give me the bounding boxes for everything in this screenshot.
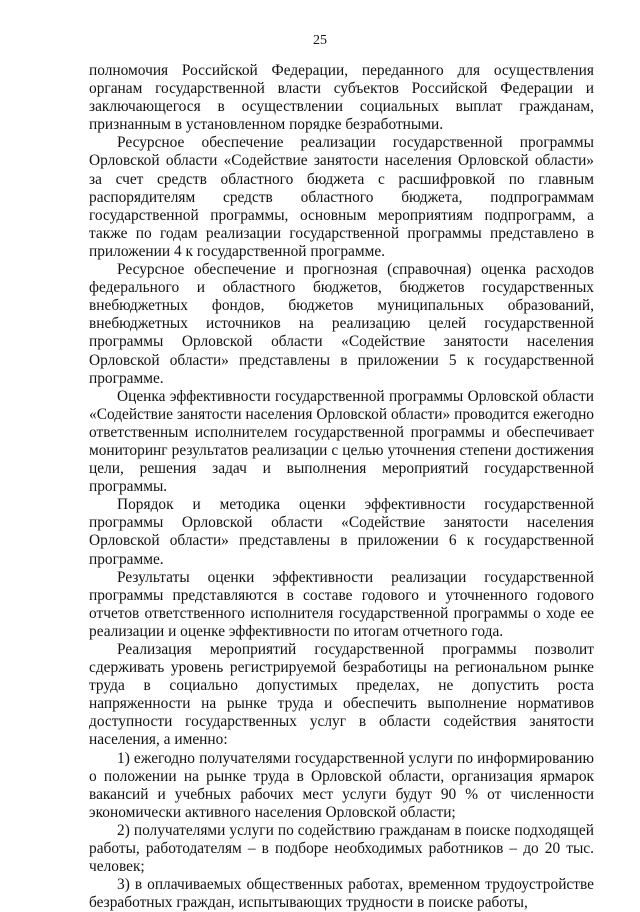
paragraph-continuation: полномочия Российской Федерации, переданного для осуществления органам государственной власти субъектов Российской Федерации и заключающегося в осуществлении социальных выплат гражданам, признанным в установленном порядке безработными. <box>89 62 594 134</box>
paragraph-efficiency-assessment: Оценка эффективности государственной программы Орловской области «Содействие занятости населения Орловской области» проводится ежегодно ответственным исполнителем государственной программы и обеспечивает мониторинг результатов реализации с целью уточнения степени достижения цели, решения задач и выполнения мероприятий государственной программы. <box>89 387 594 496</box>
page-number: 25 <box>313 33 327 48</box>
paragraph-resource-regional-budget: Ресурсное обеспечение реализации государственной программы Орловской области «Содействие занятости населения Орловской области» за счет средств областного бюджета с расшифровкой по главным распорядителям средств областного бюджета, подпрограммам государственной программы, основным мероприятиям подпрограмм, а также по годам реализации государственной программы представлено в приложении 4 к государственной программе. <box>89 134 594 260</box>
document-body <box>89 62 594 912</box>
list-item-3: 3) в оплачиваемых общественных работах, временном трудоустройстве безработных граждан, испытывающих трудности в поиске работы, <box>89 876 594 912</box>
paragraph-resource-forecast: Ресурсное обеспечение и прогнозная (справочная) оценка расходов федерального и областного бюджетов, бюджетов государственных внебюджетных фондов, бюджетов муниципальных образований, внебюджетных источников на реализацию целей государственной программы Орловской области «Содействие занятости населения Орловской области» представлены в приложении 5 к государственной программе. <box>89 261 594 387</box>
paragraph-assessment-methodology: Порядок и методика оценки эффективности государственной программы Орловской области «Содействие занятости населения Орловской области» представлены в приложении 6 к государственной программе. <box>89 496 594 568</box>
paragraph-assessment-results: Результаты оценки эффективности реализации государственной программы представляются в составе годового и уточненного годового отчетов ответственного исполнителя государственной программы о ходе ее реализации и оценке эффективности по итогам отчетного года. <box>89 568 594 640</box>
paragraph-expected-outcomes: Реализация мероприятий государственной программы позволит сдерживать уровень регистрируемой безработицы на региональном рынке труда в социально допустимых пределах, не допустить роста напряженности на рынке труда и обеспечить выполнение нормативов доступности государственных услуг в области содействия занятости населения, а именно: <box>89 641 594 749</box>
list-item-1: 1) ежегодно получателями государственной услуги по информированию о положении на рынке труда в Орловской области, организация ярмарок вакансий и учебных рабочих мест услуги будут 90 % от численности экономически активного населения Орловской области; <box>89 749 594 821</box>
list-item-2: 2) получателями услуги по содействию гражданам в поиске подходящей работы, работодателям – в подборе необходимых работников – до 20 тыс. человек; <box>89 821 594 876</box>
